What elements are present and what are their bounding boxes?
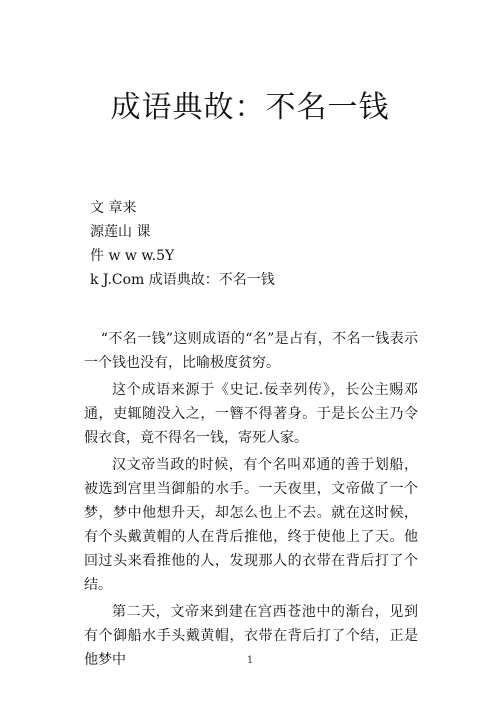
paragraph: 这个成语来源于《史记.佞幸列传》，长公主赐邓通，吏辄随没入之，一簪不得著身。于是长公主乃令假衣食，竟不得名一钱，寄死人家。 [84,382,418,446]
article-body [84,327,418,675]
meta-line: 件 w w w.5Y [90,248,175,264]
meta-line: 文 章来 [90,200,137,216]
source-meta-block [90,196,450,292]
document-title: 成语典故：不名一钱 [110,90,390,125]
meta-line: k J.Com 成语典故：不名一钱 [90,272,275,288]
paragraph: “不名一钱”这则成语的“名”是占有，不名一钱表示一个钱也没有，比喻极度贫穷。 [84,331,418,371]
paragraph: 汉文帝当政的时候，有个名叫邓通的善于划船，被选到宫里当御船的水手。一天夜里，文帝做了一个梦，梦中他想升天，却怎么也上不去。就在这时候，有个头戴黄帽的人在背后推他，终于使他上了天。他回过头来看推他的人，发现那人的衣带在背后打了个结。 [84,457,418,593]
paragraph: 第二天，文帝来到建在宫西苍池中的渐台，见到有个御船水手头戴黄帽，衣带在背后打了个结，正是他梦中 [84,604,418,668]
meta-line: 源莲山 课 [90,224,151,240]
page-number: 1 [246,655,254,666]
